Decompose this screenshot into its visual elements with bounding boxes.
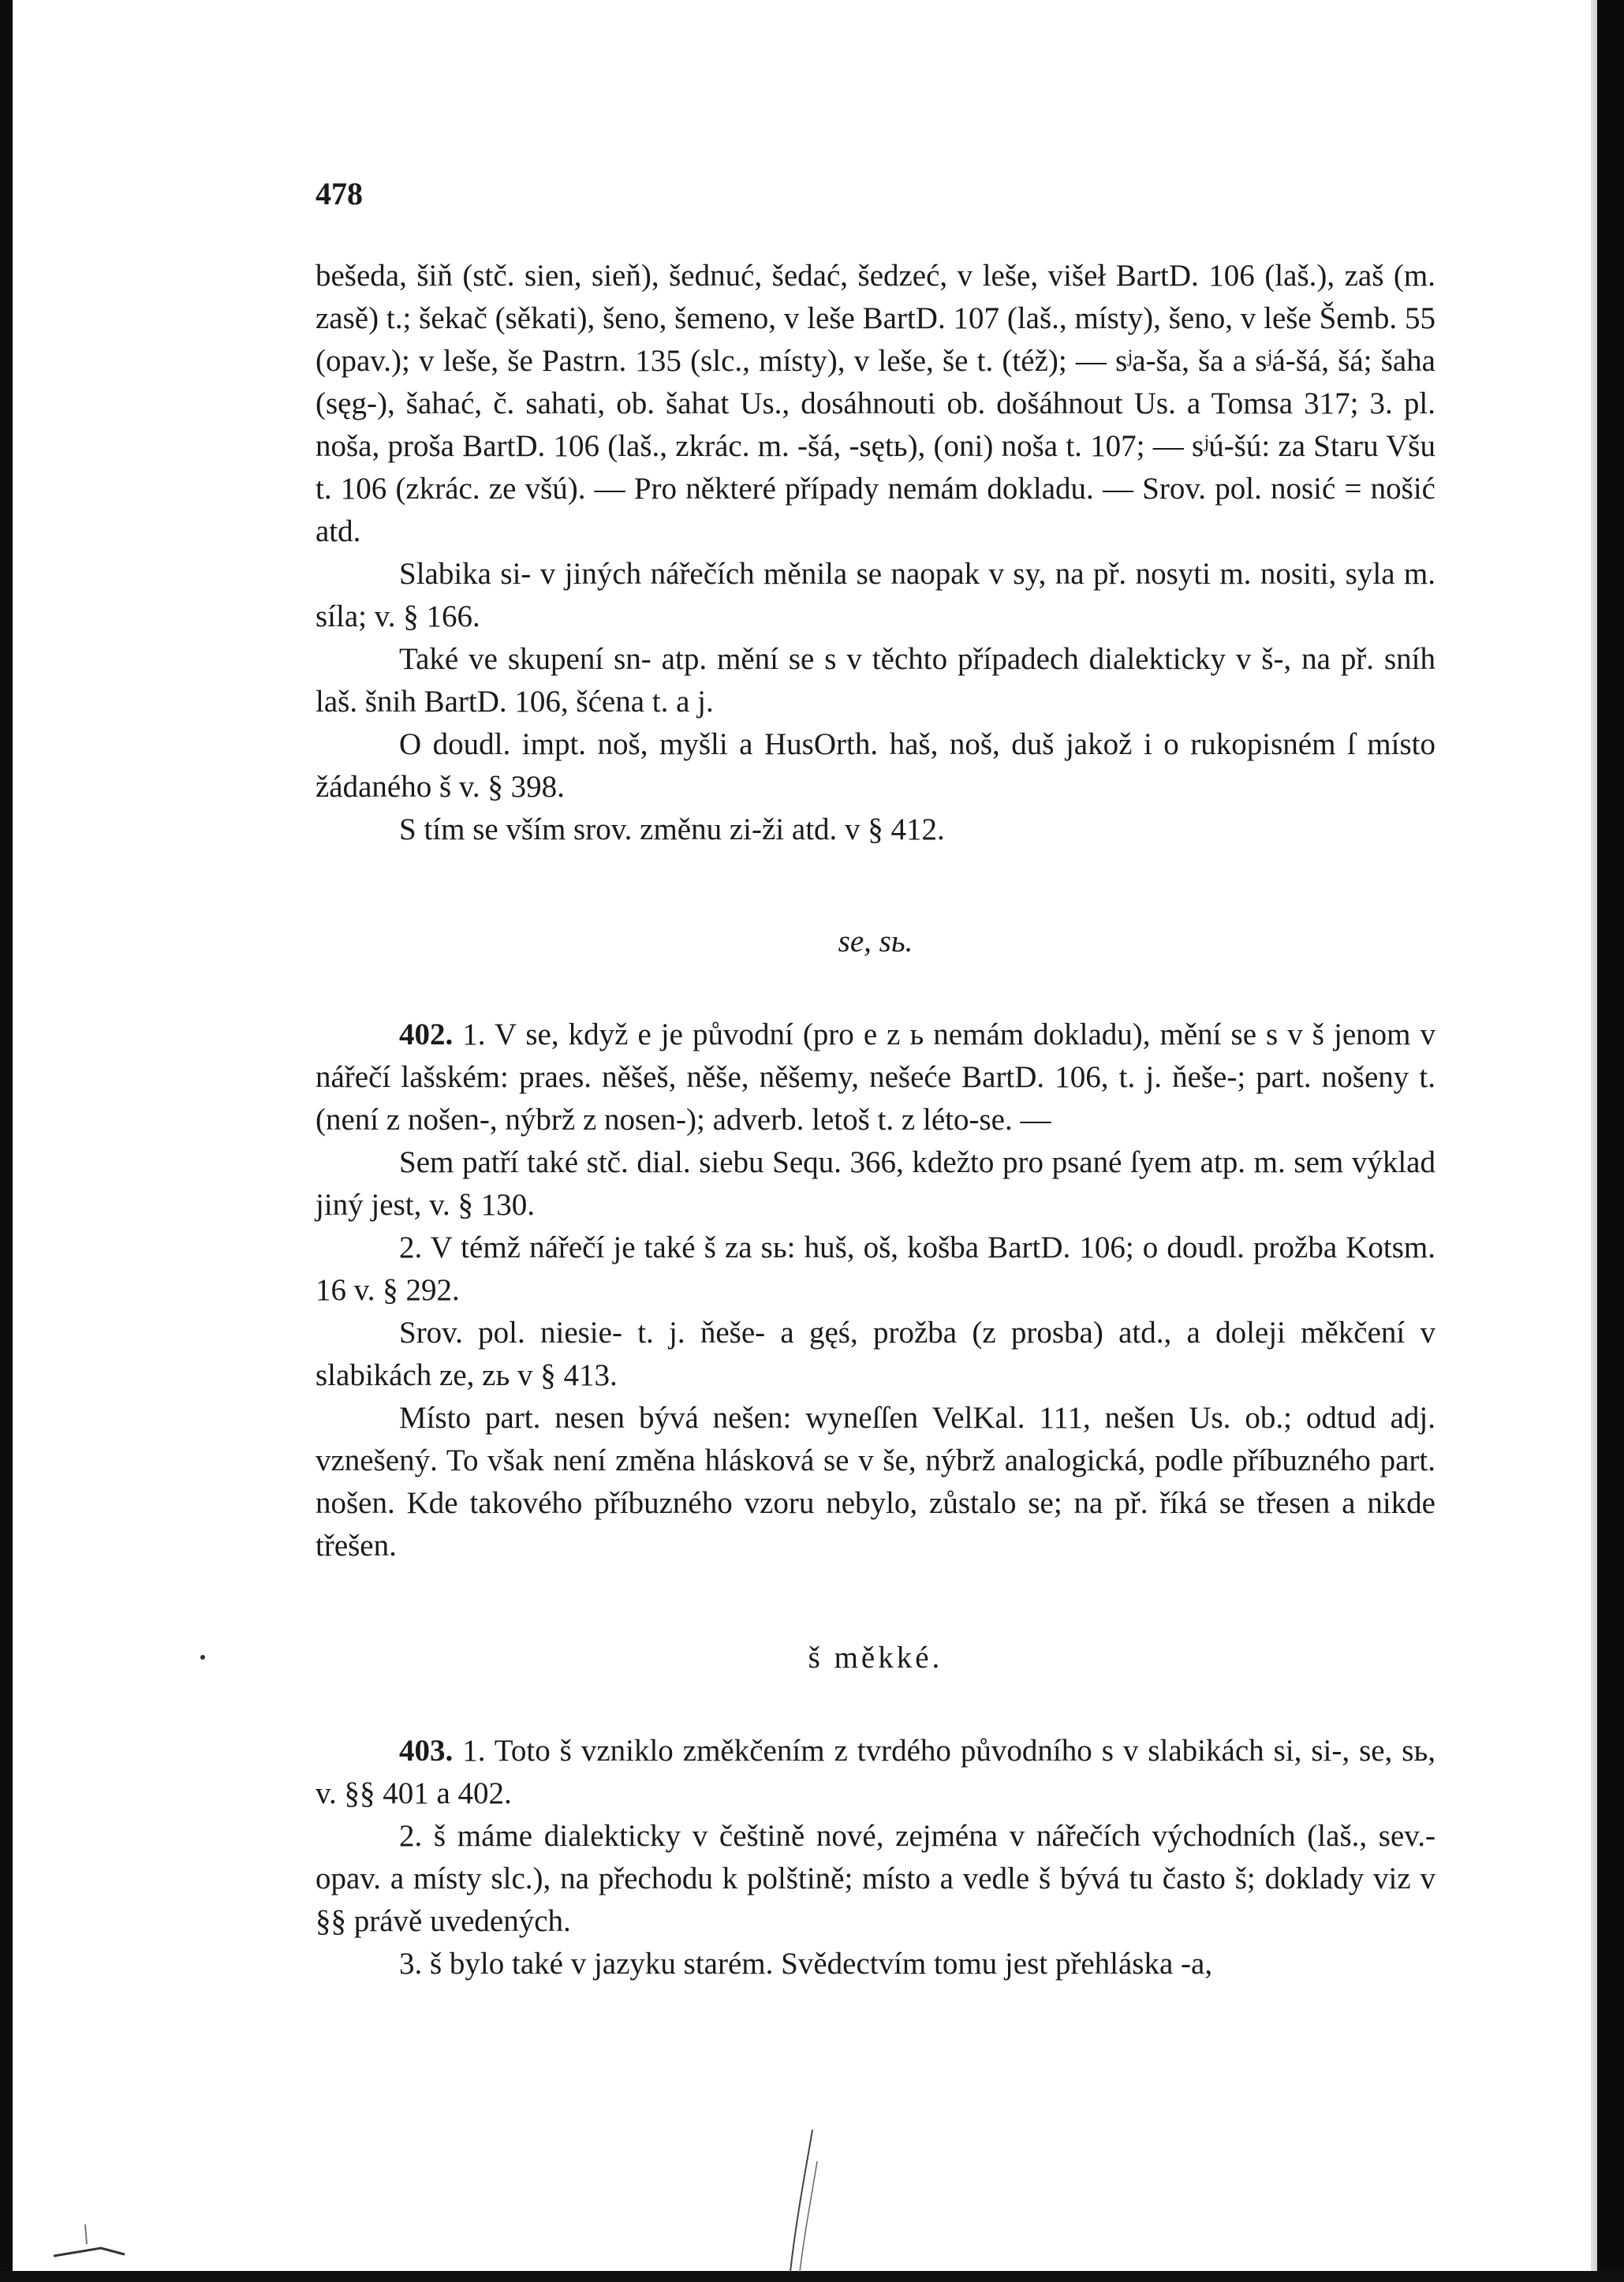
pencil-scratch-mark [46,2209,140,2272]
paragraph: Srov. pol. niesie- t. j. ňeše- a gęś, prožba (z prosba) atd., a doleji měkčení v slabikách ze, zь v § 413. [315,1316,1435,1392]
paragraph: 2. V témž nářečí je také š za sь: huš, oš, košba BartD. 106; o doudl. prožba Kotsm. 16 v. § 292. [315,1231,1435,1307]
paragraph [315,1014,1435,1141]
paragraph: Také ve skupení sn- atp. mění se s v těchto případech dialekticky v š-, na př. sníh laš. šnih BartD. 106, šćena t. a j. [315,642,1435,719]
page-number: 478 [315,176,363,211]
paragraph: Slabika si- v jiných nářečích měnila se naopak v sy, na př. nosyti m. nositi, syla m. síla; v. § 166. [315,557,1435,633]
section-number: 403. [399,1734,454,1768]
scan-border-right [1597,0,1624,2282]
page-body [315,255,1435,1985]
paragraph: O doudl. impt. noš, myšli a HusOrth. haš, noš, duš jakož i o rukopisném ſ místo žádaného š v. § 398. [315,727,1435,804]
section-heading-s-soft: š měkké. [808,1641,943,1675]
margin-dot-mark [200,1655,205,1660]
paragraph: Místo part. nesen bývá nešen: wyneſſen VelKal. 111, nešen Us. ob.; odtud adj. vznešený. To však není změna hlásková se v še, nýbrž analogická, podle příbuzného part. nošen. Kde takového příbuzného vzoru nebylo, zůstalo se; na př. říká se třesen a nikde třešen. [315,1401,1435,1563]
paragraph: 3. š bylo také v jazyku starém. Svědectvím tomu jest přehláska -a, [399,1947,1213,1981]
paragraph: 2. š máme dialekticky v češtině nové, zejména v nářečích východních (laš., sev.-opav. a místy slc.), na přechodu k polštině; místo a vedle š bývá tu často š; doklady viz v §§ právě uvedených. [315,1819,1435,1938]
paragraph [315,1730,1435,1815]
scan-border-bottom [0,2271,1624,2282]
section-number: 402. [399,1018,454,1051]
scan-border-left [0,0,13,2282]
section-heading-se: se, sь. [838,924,913,958]
pencil-stroke-mark [781,2130,828,2272]
paragraph-text: 1. V se, když e je původní (pro e z ь nemám dokladu), mění se s v š jenom v nářečí lašském: praes. něšeš, něše, něšemy, nešeće BartD. 106, t. j. ňeše-; part. nošeny t. (není z nošen-, nýbrž z nosen-); adverb. letoš t. z léto-se. — [315,1018,1436,1137]
paragraph: bešeda, šiň (stč. sien, sieň), šednuć, šedać, šedzeć, v leše, višeł BartD. 106 (laš.), zaš (m. zasě) t.; šekač (sěkati), šeno, šemeno, v leše BartD. 107 (laš., místy), šeno, v leše Šemb. 55 (opav.); v leše, še Pastrn. 135 (slc., místy), v leše, še t. (též); — sʲa-ša, ša a sʲá-šá, šá; šaha (sęg-), šahać, č. sahati, ob. šahat Us., dosáhnouti ob. došáhnout Us. a Tomsa 317; 3. pl. noša, proša BartD. 106 (laš., zkrác. m. -šá, -sętь), (oni) noša t. 107; — sʲú-šú: za Staru Všu t. 106 (zkrác. ze všú). — Pro některé případy nemám dokladu. — Srov. pol. nosić = nošić atd. [315,259,1435,548]
paragraph: S tím se vším srov. změnu zi-ži atd. v § 412. [399,812,945,846]
page-edge-shadow [1591,0,1597,2282]
paragraph-text: 1. Toto š vzniklo změkčením z tvrdého původního s v slabikách si, si-, se, sь, v. §§ 401 a 402. [315,1734,1435,1810]
paragraph: Sem patří také stč. dial. siebu Sequ. 366, kdežto pro psané ſyem atp. m. sem výklad jiný jest, v. § 130. [315,1145,1435,1222]
